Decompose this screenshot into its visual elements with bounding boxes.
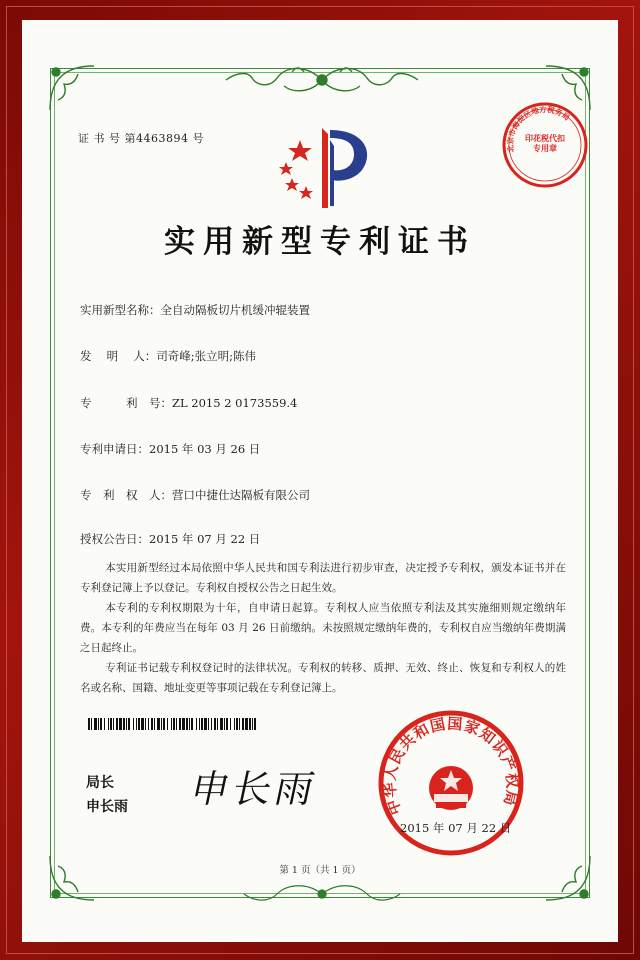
seal-small-ring-text: 北京市海淀区地方税务局 bbox=[505, 104, 572, 154]
field-application-date bbox=[80, 441, 260, 457]
field-value: 全自动隔板切片机缓冲辊装置 bbox=[160, 303, 310, 317]
corner-ornament-icon bbox=[536, 846, 596, 906]
field-label: 专 利 权 人： bbox=[80, 488, 172, 502]
field-inventors bbox=[80, 348, 256, 364]
field-label: 授权公告日： bbox=[80, 532, 149, 546]
document-title: 实用新型专利证书 bbox=[164, 224, 476, 260]
field-patentee bbox=[80, 487, 310, 503]
body-paragraph: 本实用新型经过本局依照中华人民共和国专利法进行初步审查，决定授予专利权，颁发本证书并在专利登记簿上予以登记。专利权自授权公告之日起生效。 bbox=[80, 562, 566, 594]
field-value: 2015 年 07 月 22 日 bbox=[149, 532, 261, 546]
certificate-number: 证 书 号 第4463894 号 bbox=[78, 132, 204, 145]
corner-ornament-icon bbox=[44, 846, 104, 906]
tax-office-seal-icon bbox=[500, 100, 590, 190]
corner-ornament-icon bbox=[44, 60, 104, 120]
field-announcement-date bbox=[80, 531, 260, 547]
certificate-paper bbox=[22, 20, 618, 942]
field-value: 2015 年 03 月 26 日 bbox=[149, 442, 261, 456]
handwritten-signature: 申长雨 bbox=[186, 767, 322, 811]
seal-small-center-text: 印花税代扣专用章 bbox=[525, 134, 565, 153]
field-value: 司奇峰;张立明;陈伟 bbox=[156, 349, 257, 363]
bottom-ornament-icon bbox=[222, 880, 422, 910]
field-label: 发 明 人： bbox=[80, 349, 157, 363]
patent-office-logo-icon bbox=[270, 120, 378, 216]
signature-role: 局长 bbox=[86, 775, 114, 791]
signature-name: 申长雨 bbox=[86, 799, 128, 815]
field-patent-number bbox=[80, 395, 297, 411]
barcode-icon bbox=[88, 718, 260, 730]
field-label: 专利申请日： bbox=[80, 442, 149, 456]
page-indicator: 第 1 页（共 1 页） bbox=[279, 865, 361, 876]
field-utility-model-name bbox=[80, 302, 310, 318]
seal-large-ring-text: 中华人民共和国国家知识产权局 bbox=[380, 714, 522, 818]
body-paragraph: 本专利的专利权期限为十年，自申请日起算。专利权人应当依照专利法及其实施细则规定缴纳年费。本专利的年费应当在每年 03 月 26 日前缴纳。未按照规定缴纳年费的，专利权自应当缴纳年费期满之日起终止。 bbox=[80, 602, 566, 654]
field-label: 实用新型名称： bbox=[80, 303, 161, 317]
certificate-body bbox=[80, 558, 566, 698]
field-label: 专 利 号： bbox=[80, 396, 172, 410]
issue-date: 2015 年 07 月 22 日 bbox=[400, 821, 512, 835]
field-value: 营口中捷仕达隔板有限公司 bbox=[172, 488, 310, 502]
field-value: ZL 2015 2 0173559.4 bbox=[172, 396, 298, 410]
top-ornament-icon bbox=[222, 60, 422, 100]
body-paragraph: 专利证书记载专利权登记时的法律状况。专利权的转移、质押、无效、终止、恢复和专利权人的姓名或名称、国籍、地址变更等事项记载在专利登记簿上。 bbox=[80, 662, 566, 694]
